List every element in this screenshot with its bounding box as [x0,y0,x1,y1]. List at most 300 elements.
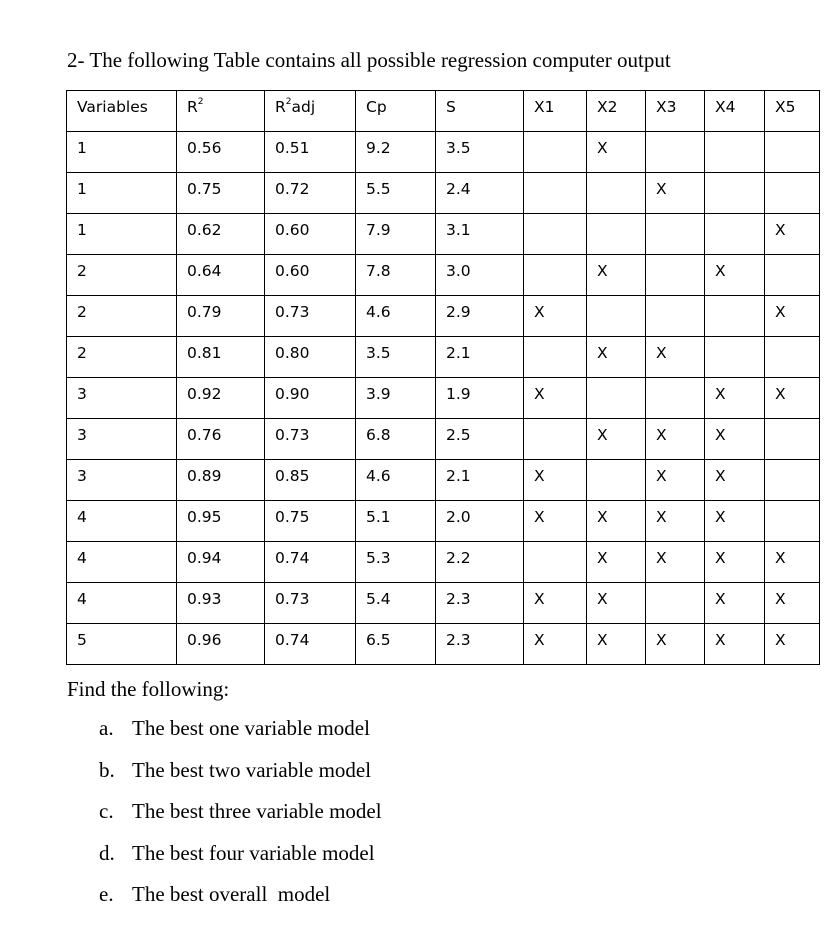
table-cell-value [534,214,586,221]
table-cell [646,583,705,624]
table-cell-value: X [775,385,786,403]
table-cell [587,255,646,296]
table-cell [67,337,177,378]
table-cell-value: X [597,426,608,444]
table-cell [587,460,646,501]
table-cell [265,501,356,542]
table-cell-value: 6.5 [366,631,391,649]
table-cell [67,296,177,337]
table-cell-value: X [534,303,545,321]
table-cell-value [534,337,586,344]
table-cell-value [656,296,704,303]
table-cell [524,501,587,542]
table-cell-value: 0.74 [275,631,310,649]
table-cell-value [534,132,586,139]
table-row [67,419,820,460]
column-header-text: X5 [775,98,796,116]
table-row [67,542,820,583]
table-cell-value [656,255,704,262]
table-row [67,460,820,501]
question-text: The best three variable model [132,799,382,823]
table-cell-value: 0.64 [187,262,222,280]
table-cell-value: 2.9 [446,303,471,321]
table-cell [436,583,524,624]
table-cell [587,501,646,542]
table-cell [436,173,524,214]
table-cell [436,255,524,296]
table-cell [356,173,436,214]
table-cell [646,460,705,501]
question-letter: d. [99,840,115,865]
table-cell-value: 0.75 [187,180,222,198]
table-cell-value: 3.0 [446,262,471,280]
table-cell [265,337,356,378]
table-cell-value: 2.5 [446,426,471,444]
table-cell-value: 2.0 [446,508,471,526]
table-cell [587,296,646,337]
table-cell [524,419,587,460]
column-header [524,91,587,132]
table-cell [524,460,587,501]
table-cell [436,542,524,583]
table-cell [705,132,765,173]
table-cell [356,296,436,337]
table-cell-value [715,337,764,344]
table-cell [587,214,646,255]
table-cell-value: 0.85 [275,467,310,485]
table-cell [436,460,524,501]
table-cell [705,378,765,419]
table-cell-value: X [534,590,545,608]
table-cell [67,624,177,665]
table-cell [765,419,820,460]
table-cell [177,255,265,296]
table-cell [265,460,356,501]
table-row [67,173,820,214]
table-cell [646,173,705,214]
table-cell [356,583,436,624]
table-cell-value: 0.90 [275,385,310,403]
table-cell [356,255,436,296]
table-cell [67,542,177,583]
question-text: The best two variable model [132,757,372,782]
table-cell [265,173,356,214]
table-cell [177,337,265,378]
column-header [646,91,705,132]
table-cell [67,501,177,542]
table-cell-value: 4.6 [366,303,391,321]
table-cell [177,378,265,419]
table-cell [765,460,820,501]
table-cell-value: X [715,631,726,649]
table-cell [436,214,524,255]
table-cell-value: X [775,631,786,649]
table-cell [177,132,265,173]
table-cell-value [775,419,819,426]
table-cell-value: 3 [77,385,87,403]
table-cell-value: 4.6 [366,467,391,485]
question-letter: c. [99,799,114,823]
table-cell [765,214,820,255]
table-cell [705,624,765,665]
table-cell-value [534,419,586,426]
table-cell [765,255,820,296]
column-header-text: Variables [77,98,148,116]
table-cell-value: X [534,385,545,403]
table-cell-value: 0.96 [187,631,222,649]
regression-output-table [66,90,820,665]
table-cell-value [715,214,764,221]
table-cell [524,583,587,624]
table-cell-value: 0.51 [275,139,310,157]
table-cell-value: 6.8 [366,426,391,444]
column-header [265,91,356,132]
table-cell [646,214,705,255]
table-cell-value: 0.89 [187,467,222,485]
table-cell-value: 3.1 [446,221,471,239]
table-cell [524,255,587,296]
table-cell-value [656,583,704,590]
table-cell [705,501,765,542]
table-cell-value: 0.79 [187,303,222,321]
column-header [67,91,177,132]
table-cell-value: X [597,139,608,157]
table-cell-value: X [715,549,726,567]
table-cell [705,337,765,378]
table-cell-value: X [597,508,608,526]
table-cell [177,583,265,624]
table-cell-value: X [597,344,608,362]
table-cell [705,542,765,583]
table-cell-value: 0.73 [275,303,310,321]
table-cell [177,542,265,583]
table-cell [587,132,646,173]
table-row [67,214,820,255]
table-cell-value: 5.5 [366,180,391,198]
table-cell-value: 0.94 [187,549,222,567]
table-cell-value: 7.8 [366,262,391,280]
table-cell [436,337,524,378]
table-cell-value: 9.2 [366,139,391,157]
table-cell [587,583,646,624]
table-cell-value: 0.80 [275,344,310,362]
table-cell-value [597,214,645,221]
table-cell-value: X [597,590,608,608]
question-text: The best four variable model [132,840,375,865]
table-cell-value [715,132,764,139]
table-cell-value: X [597,549,608,567]
table-row [67,501,820,542]
table-cell [765,132,820,173]
problem-heading: 2- The following Table contains all possible regression computer output [67,48,671,72]
column-header-text: R [187,98,198,116]
table-cell-value: 0.72 [275,180,310,198]
column-header [436,91,524,132]
table-cell [436,132,524,173]
table-cell-value: 0.60 [275,221,310,239]
column-header-text: S [446,98,456,116]
table-cell-value [775,460,819,467]
table-cell [765,337,820,378]
column-header [356,91,436,132]
table-cell-value: 5.4 [366,590,391,608]
table-cell [705,583,765,624]
table-cell [646,337,705,378]
column-header-text: X4 [715,98,736,116]
table-cell [524,378,587,419]
table-cell [524,296,587,337]
table-cell-value [656,378,704,385]
table-cell-value: X [597,262,608,280]
table-cell-value: 2 [77,262,87,280]
column-header-superscript: 2 [197,97,204,107]
question-text: The best one variable model [132,716,370,740]
table-cell-value: X [775,549,786,567]
table-cell [705,296,765,337]
question-text: The best overall model [132,882,331,906]
table-cell-value: 2.2 [446,549,471,567]
table-cell [765,173,820,214]
table-cell [587,624,646,665]
table-cell [67,255,177,296]
table-cell-value: 2.1 [446,344,471,362]
table-cell-value: X [656,180,667,198]
table-cell [177,214,265,255]
table-cell [356,337,436,378]
table-cell-value: X [775,303,786,321]
table-cell-value: 5.3 [366,549,391,567]
table-cell-value: 3 [77,467,87,485]
table-cell [524,132,587,173]
table-cell [356,542,436,583]
table-cell-value [775,173,819,180]
table-cell-value: 0.62 [187,221,222,239]
table-cell [177,419,265,460]
table-cell [587,419,646,460]
table-row [67,378,820,419]
table-cell [356,378,436,419]
table-row [67,583,820,624]
table-cell-value: X [715,590,726,608]
table-cell [67,460,177,501]
table-cell-value: X [715,262,726,280]
table-cell-value: 1.9 [446,385,471,403]
table-cell [265,214,356,255]
table-cell [587,378,646,419]
table-cell [646,624,705,665]
table-cell [705,214,765,255]
column-header [177,91,265,132]
table-cell [265,624,356,665]
table-cell [356,624,436,665]
table-cell-value [656,132,704,139]
table-cell-value: X [534,508,545,526]
table-cell-value [534,542,586,549]
table-cell [765,542,820,583]
table-cell-value: X [715,385,726,403]
table-cell-value: 0.95 [187,508,222,526]
table-cell [705,255,765,296]
table-cell [356,501,436,542]
table-cell [524,337,587,378]
table-cell [177,296,265,337]
column-header-text: Cp [366,98,387,116]
table-row [67,624,820,665]
table-cell-value: 4 [77,508,87,526]
table-cell [524,542,587,583]
table-cell-value: 1 [77,180,87,198]
table-cell-value: X [656,426,667,444]
table-cell [67,173,177,214]
table-header-row [67,91,820,132]
table-cell [765,296,820,337]
table-cell-value: 0.73 [275,426,310,444]
table-cell-value: 0.73 [275,590,310,608]
table-cell-value: 0.93 [187,590,222,608]
table-cell-value: 2.1 [446,467,471,485]
table-cell-value: 0.75 [275,508,310,526]
table-cell [356,419,436,460]
table-cell-value [597,460,645,467]
table-cell-value: 5 [77,631,87,649]
table-cell-value: X [597,631,608,649]
table-row [67,296,820,337]
table-cell [265,296,356,337]
column-header-text: X1 [534,98,555,116]
table-cell-value: X [715,508,726,526]
table-cell-value [715,173,764,180]
column-header [765,91,820,132]
table-cell [646,542,705,583]
column-header [587,91,646,132]
table-cell [524,214,587,255]
column-header-suffix: adj [291,98,316,116]
table-cell-value [534,255,586,262]
table-cell [705,419,765,460]
table-row [67,132,820,173]
table-cell [587,542,646,583]
table-cell-value: 0.76 [187,426,222,444]
table-cell-value: 3.9 [366,385,391,403]
table-cell [705,173,765,214]
table-cell [765,583,820,624]
column-header-superscript: 2 [285,97,292,107]
column-header-text: X2 [597,98,618,116]
table-cell-value [597,296,645,303]
table-cell-value: 0.92 [187,385,222,403]
table-cell [646,501,705,542]
table-cell [67,378,177,419]
table-cell-value [775,501,819,508]
table-cell-value: X [534,467,545,485]
table-cell [177,501,265,542]
table-cell [177,173,265,214]
table-cell-value: X [775,221,786,239]
table-cell [587,173,646,214]
table-cell [265,419,356,460]
table-cell [265,583,356,624]
question-letter: b. [99,757,115,782]
table-cell-value [534,173,586,180]
table-cell-value: 3.5 [446,139,471,157]
table-cell [265,378,356,419]
table-cell [265,255,356,296]
table-cell-value: 0.74 [275,549,310,567]
table-cell [177,460,265,501]
table-cell [265,132,356,173]
find-label: Find the following: [67,677,230,701]
table-cell [265,542,356,583]
table-cell-value: X [775,590,786,608]
table-cell [765,378,820,419]
column-header [705,91,765,132]
table-cell [177,624,265,665]
question-letter: e. [99,882,114,906]
table-cell [436,378,524,419]
table-cell [356,132,436,173]
table-cell [356,214,436,255]
table-cell [436,501,524,542]
table-cell-value: 0.81 [187,344,222,362]
table-cell [646,255,705,296]
table-cell-value: X [656,508,667,526]
table-cell-value: 4 [77,590,87,608]
table-cell-value: 0.56 [187,139,222,157]
table-cell-value: 1 [77,221,87,239]
table-cell [67,419,177,460]
table-cell-value: X [715,467,726,485]
table-cell [524,173,587,214]
table-cell-value: 4 [77,549,87,567]
table-cell [646,419,705,460]
table-cell [587,337,646,378]
table-cell [646,132,705,173]
table-cell-value [775,337,819,344]
table-cell-value: 7.9 [366,221,391,239]
table-cell-value: X [715,426,726,444]
table-cell-value: X [656,344,667,362]
table-cell-value: 3 [77,426,87,444]
table-row [67,255,820,296]
table-cell-value: X [656,467,667,485]
table-cell-value: 1 [77,139,87,157]
table-cell [765,501,820,542]
table-cell [524,624,587,665]
table-cell-value [775,132,819,139]
table-cell-value: 2 [77,344,87,362]
table-cell [67,583,177,624]
table-cell [646,378,705,419]
table-cell-value [597,173,645,180]
column-header-text: R [275,98,286,116]
table-cell-value [715,296,764,303]
table-cell-value: 2.3 [446,590,471,608]
table-cell [765,624,820,665]
table-cell-value: 2.3 [446,631,471,649]
question-letter: a. [99,716,114,740]
table-cell-value [775,255,819,262]
table-cell-value: 3.5 [366,344,391,362]
table-cell-value [656,214,704,221]
table-cell [436,419,524,460]
table-cell-value: X [656,549,667,567]
table-cell [705,460,765,501]
table-cell [646,296,705,337]
table-cell-value: 2 [77,303,87,321]
table-cell [436,296,524,337]
table-cell-value [597,378,645,385]
table-cell-value: 0.60 [275,262,310,280]
